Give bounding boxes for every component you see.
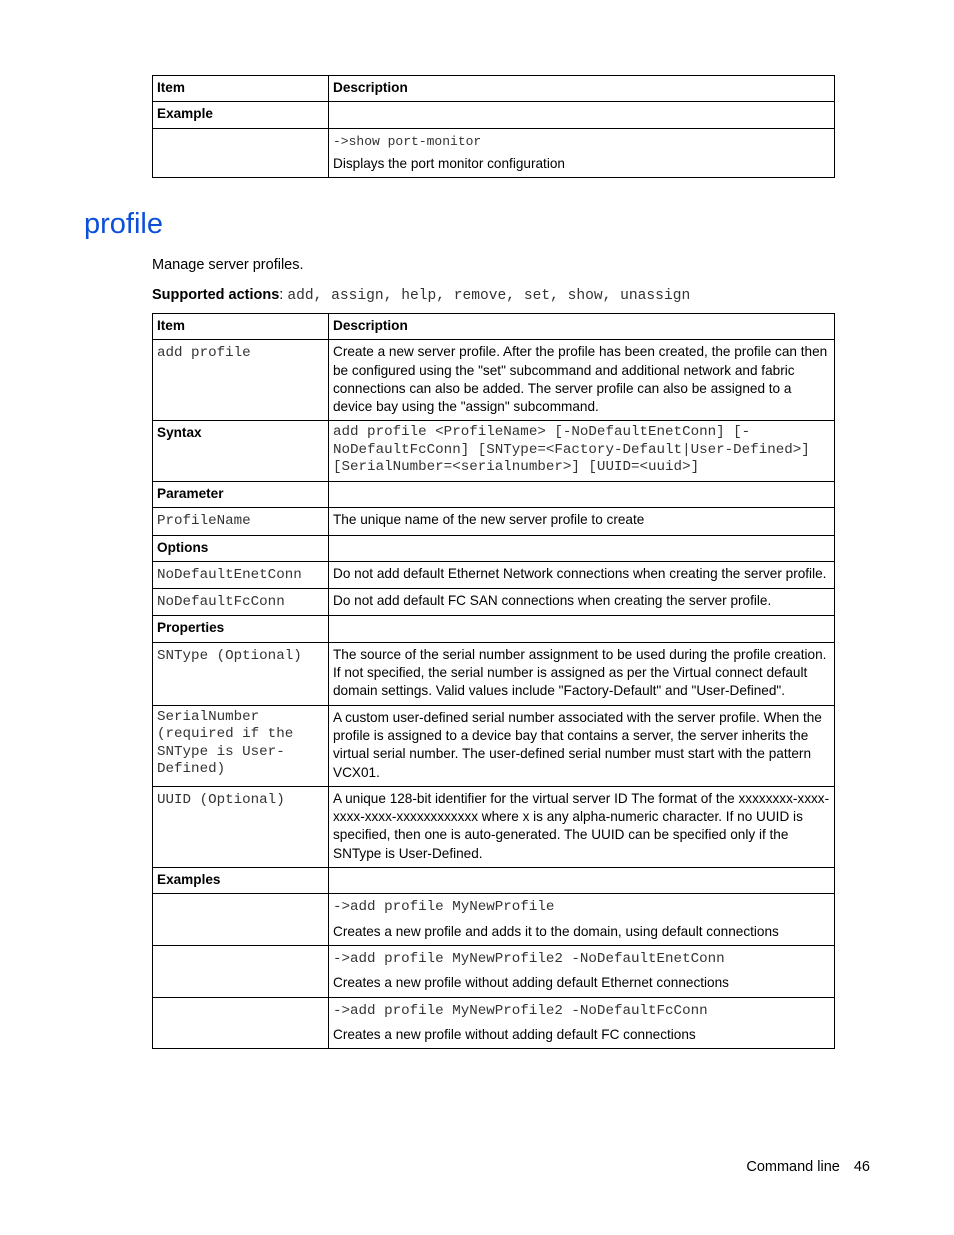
table-row [153, 589, 835, 616]
example-code: ->add profile MyNewProfile [333, 899, 555, 916]
item-options: Options [153, 535, 329, 561]
table-row [153, 786, 835, 867]
table-row [153, 535, 835, 561]
item-parameter: Parameter [153, 481, 329, 507]
supported-actions: Supported actions: add, assign, help, remove, set, show, unassign [152, 287, 691, 304]
desc-nodefaultfcconn: Do not add default FC SAN connections when creating the server profile. [329, 589, 835, 616]
example-label: Example [153, 102, 329, 128]
item-profilename: ProfileName [157, 513, 251, 530]
page-number: 46 [853, 1159, 870, 1175]
syntax-code: add profile <ProfileName> [-NoDefaultEnetConn] [-NoDefaultFcConn] [SNType=<Factory-Default|User-Defined>] [SerialNumber=<serialnumber>] [UUID=<uuid>] [333, 424, 810, 476]
table-row [153, 894, 835, 946]
desc-serialnumber: A custom user-defined serial number associated with the server profile. When the profile is assigned to a device bay that contains a server, the server inherits the virtual serial number. The user-defined serial number must start with the pattern VCX01. [329, 705, 835, 786]
item-nodefaultfcconn: NoDefaultFcConn [157, 594, 285, 611]
desc-add-profile: Create a new server profile. After the profile has been created, the profile can then be configured using the "set" subcommand and additional network and fabric connections can also be added. The server profile can also be assigned to a device bay using the "assign" subcommand. [329, 340, 835, 421]
supported-actions-list: add, assign, help, remove, set, show, unassign [287, 288, 691, 304]
item-examples: Examples [153, 868, 329, 894]
supported-actions-label: Supported actions [152, 287, 280, 303]
item-serialnumber: SerialNumber (required if the SNType is User-Defined) [157, 708, 294, 778]
item-uuid: UUID (Optional) [157, 791, 285, 808]
table-row [153, 508, 835, 535]
example-code: ->add profile MyNewProfile2 -NoDefaultEnetConn [333, 950, 725, 967]
header-description: Description [329, 314, 835, 340]
table-header-row [153, 314, 835, 340]
item-properties: Properties [153, 616, 329, 642]
footer-section: Command line [746, 1159, 840, 1175]
item-sntype: SNType (Optional) [157, 647, 302, 664]
table-row [153, 945, 835, 997]
table-row [153, 102, 835, 128]
desc-nodefaultenetconn: Do not add default Ethernet Network connections when creating the server profile. [329, 561, 835, 588]
table-row [153, 340, 835, 421]
item-add-profile: add profile [157, 345, 251, 362]
header-item: Item [153, 76, 329, 102]
page-footer [746, 1159, 870, 1175]
table-row [153, 421, 835, 482]
item-syntax: Syntax [153, 421, 329, 482]
example-code: ->add profile MyNewProfile2 -NoDefaultFcConn [333, 1002, 708, 1019]
desc-uuid: A unique 128-bit identifier for the virtual server ID The format of the xxxxxxxx-xxxx-xxxx-xxxx-xxxxxxxxxxxx where x is any alpha-numeric character. If no UUID is specified, then one is auto-generated. The UUID can be specified only if the SNType is User-Defined. [329, 786, 835, 867]
profile-table [152, 313, 835, 1049]
desc-sntype: The source of the serial number assignment to be used during the profile creation. If not specified, the serial number is assigned as per the Virtual connect default domain settings. Valid values include "Factory-Default" and "User-Defined". [329, 642, 835, 705]
table-row [153, 128, 835, 178]
example-description: Displays the port monitor configuration [333, 155, 565, 171]
table-row [153, 616, 835, 642]
table-row [153, 868, 835, 894]
example-description: Creates a new profile and adds it to the domain, using default connections [333, 923, 779, 939]
header-description: Description [329, 76, 835, 102]
item-nodefaultenetconn: NoDefaultEnetConn [157, 566, 302, 583]
example-code: ->show port-monitor [333, 133, 482, 149]
header-item: Item [153, 314, 329, 340]
section-intro: Manage server profiles. [152, 257, 304, 273]
example-description: Creates a new profile without adding default FC connections [333, 1026, 696, 1042]
table-row [153, 997, 835, 1049]
port-monitor-table [152, 75, 835, 178]
table-header-row [153, 76, 835, 102]
table-row [153, 481, 835, 507]
table-row [153, 642, 835, 705]
example-description: Creates a new profile without adding default Ethernet connections [333, 975, 729, 991]
table-row [153, 705, 835, 786]
desc-profilename: The unique name of the new server profile to create [329, 508, 835, 535]
section-title: profile [84, 208, 163, 240]
table-row [153, 561, 835, 588]
